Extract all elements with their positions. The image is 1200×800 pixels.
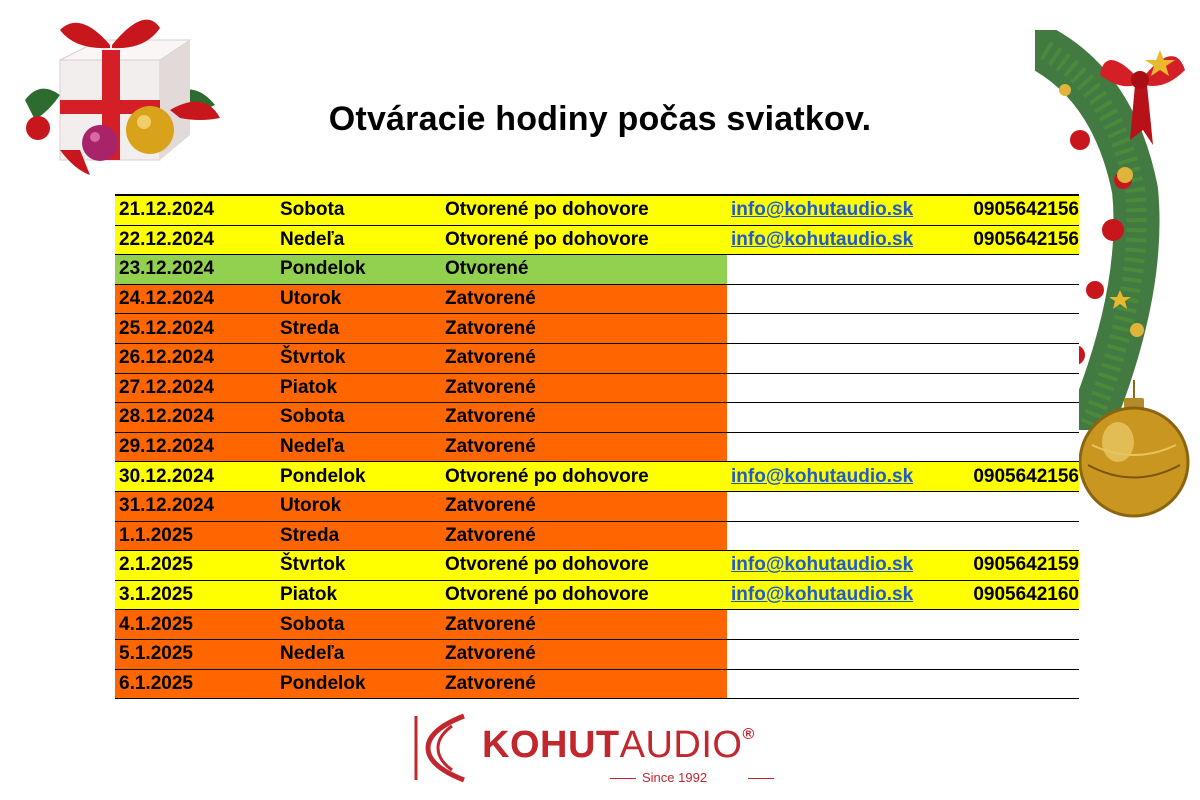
day-cell: Utorok [276,284,441,314]
since-line-right [748,778,774,779]
since-line-left [610,778,636,779]
day-cell: Pondelok [276,462,441,492]
status-cell: Otvorené po dohovore [441,462,727,492]
date-cell: 22.12.2024 [115,225,276,255]
table-row [115,580,1079,610]
email-cell [727,343,955,373]
email-cell [727,284,955,314]
phone-cell [955,610,1079,640]
day-cell: Nedeľa [276,432,441,462]
day-cell: Streda [276,521,441,551]
day-cell: Streda [276,314,441,344]
status-cell: Zatvorené [441,373,727,403]
table-row [115,314,1079,344]
email-cell [727,403,955,433]
date-cell: 21.12.2024 [115,195,276,225]
day-cell: Sobota [276,610,441,640]
phone-cell [955,491,1079,521]
email-cell [727,639,955,669]
date-cell: 5.1.2025 [115,639,276,669]
phone-cell [955,314,1079,344]
phone-cell: 0905642156 [955,195,1079,225]
email-cell [727,610,955,640]
date-cell: 31.12.2024 [115,491,276,521]
status-cell: Otvorené po dohovore [441,580,727,610]
logo-brand-light: AUDIO [619,724,743,766]
status-cell: Zatvorené [441,432,727,462]
status-cell: Otvorené po dohovore [441,195,727,225]
status-cell: Zatvorené [441,284,727,314]
day-cell: Piatok [276,580,441,610]
phone-cell [955,639,1079,669]
gold-bauble-icon [1078,380,1190,520]
email-cell [727,255,955,285]
email-cell [727,491,955,521]
date-cell: 24.12.2024 [115,284,276,314]
table-row [115,491,1079,521]
status-cell: Zatvorené [441,491,727,521]
date-cell: 26.12.2024 [115,343,276,373]
day-cell: Štvrtok [276,343,441,373]
email-cell [727,195,955,225]
date-cell: 27.12.2024 [115,373,276,403]
table-row [115,225,1079,255]
date-cell: 23.12.2024 [115,255,276,285]
date-cell: 4.1.2025 [115,610,276,640]
phone-cell [955,521,1079,551]
day-cell: Štvrtok [276,551,441,581]
status-cell: Zatvorené [441,403,727,433]
logo-text [482,724,755,767]
phone-cell [955,669,1079,699]
table-row [115,195,1079,225]
phone-cell [955,255,1079,285]
email-cell [727,551,955,581]
table-row [115,343,1079,373]
phone-cell [955,373,1079,403]
table-row [115,403,1079,433]
holiday-hours-table [115,194,1079,699]
table-row [115,610,1079,640]
status-cell: Zatvorené [441,610,727,640]
status-cell: Zatvorené [441,314,727,344]
gift-box-icon [20,10,225,175]
table-row [115,669,1079,699]
logo-registered: ® [742,726,755,743]
date-cell: 3.1.2025 [115,580,276,610]
email-link[interactable]: info@kohutaudio.sk [731,554,914,576]
logo-since: Since 1992 [642,770,708,785]
phone-cell [955,284,1079,314]
day-cell: Nedeľa [276,225,441,255]
day-cell: Utorok [276,491,441,521]
table-row [115,284,1079,314]
table-row [115,462,1079,492]
email-cell [727,314,955,344]
date-cell: 6.1.2025 [115,669,276,699]
date-cell: 28.12.2024 [115,403,276,433]
phone-cell [955,432,1079,462]
email-cell [727,225,955,255]
phone-cell [955,403,1079,433]
phone-cell: 0905642160 [955,580,1079,610]
table-row [115,255,1079,285]
phone-cell: 0905642159 [955,551,1079,581]
table-row [115,639,1079,669]
day-cell: Sobota [276,195,441,225]
status-cell: Otvorené po dohovore [441,551,727,581]
email-cell [727,580,955,610]
table-row [115,521,1079,551]
phone-cell [955,343,1079,373]
status-cell: Otvorené po dohovore [441,225,727,255]
email-link[interactable]: info@kohutaudio.sk [731,584,914,606]
table-row [115,551,1079,581]
email-link[interactable]: info@kohutaudio.sk [731,465,914,487]
date-cell: 29.12.2024 [115,432,276,462]
day-cell: Pondelok [276,669,441,699]
date-cell: 1.1.2025 [115,521,276,551]
status-cell: Otvorené [441,255,727,285]
table-row [115,432,1079,462]
status-cell: Zatvorené [441,521,727,551]
email-cell [727,462,955,492]
day-cell: Piatok [276,373,441,403]
phone-cell: 0905642156 [955,462,1079,492]
kohutaudio-logo [410,712,790,787]
day-cell: Pondelok [276,255,441,285]
table-row [115,373,1079,403]
day-cell: Sobota [276,403,441,433]
status-cell: Zatvorené [441,639,727,669]
status-cell: Zatvorené [441,669,727,699]
email-cell [727,669,955,699]
day-cell: Nedeľa [276,639,441,669]
logo-mark-icon [410,712,474,784]
email-link[interactable]: info@kohutaudio.sk [731,199,914,221]
page-title: Otváracie hodiny počas sviatkov. [328,100,872,138]
email-link[interactable]: info@kohutaudio.sk [731,228,914,250]
email-cell [727,521,955,551]
status-cell: Zatvorené [441,343,727,373]
logo-brand-bold: KOHUT [482,724,620,766]
email-cell [727,373,955,403]
phone-cell: 0905642156 [955,225,1079,255]
date-cell: 2.1.2025 [115,551,276,581]
date-cell: 25.12.2024 [115,314,276,344]
email-cell [727,432,955,462]
date-cell: 30.12.2024 [115,462,276,492]
